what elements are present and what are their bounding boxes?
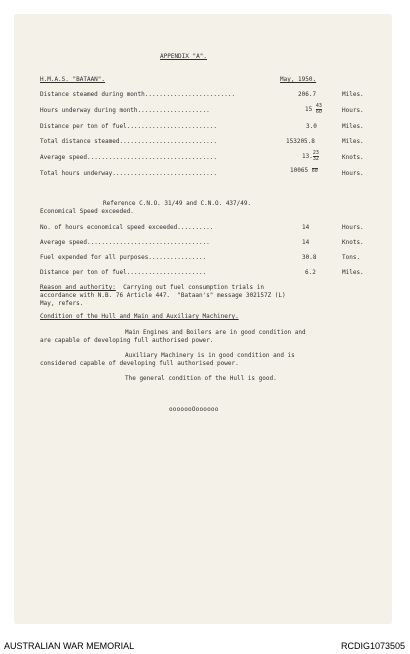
ship-name: H.M.A.S. "BATAAN". xyxy=(40,76,106,83)
stat-value: 13. $\frac{23}{32}$ xyxy=(302,150,319,162)
footer-id: RCDIG1073505 xyxy=(340,641,405,651)
econ-label: Distance per ton of fuel...................... xyxy=(40,269,207,276)
stat-unit: Miles. xyxy=(342,123,364,130)
stat-value: 15 $\frac{43}{60}$ xyxy=(305,103,322,115)
paragraph-2-line-1: Auxiliary Machinery is in good condition and is xyxy=(125,352,295,359)
reason-line-1: Reason and authority: Carrying out fuel consumption trials in xyxy=(40,284,264,291)
econ-label: Average speed.................................. xyxy=(40,239,210,246)
reason-line-3: May, refers. xyxy=(40,300,84,307)
stat-label: Distance per ton of fuel......................... xyxy=(40,123,218,130)
stat-label: Total hours underway............................. xyxy=(40,170,218,177)
reason-line-2: accordance with N.B. 76 Article 447. "Bataan's" message 302157Z (L) xyxy=(40,292,286,299)
stat-label: Distance steamed during month......................... xyxy=(40,91,236,98)
fraction: $\frac{43}{60}$ xyxy=(315,103,322,115)
econ-unit: Miles. xyxy=(342,269,364,276)
paragraph-1-line-2: are capable of developing full authorised power. xyxy=(40,337,214,344)
econ-value: 14 xyxy=(302,224,310,231)
stat-unit: Knots. xyxy=(342,154,364,161)
econ-unit: Knots. xyxy=(342,239,364,246)
econ-label: No. of hours economical speed exceeded.......... xyxy=(40,224,214,231)
reference-line: Reference C.N.O. 31/49 and C.N.O. 437/49. xyxy=(103,200,252,207)
stat-value: 3.0 xyxy=(306,123,317,130)
archive-footer xyxy=(0,637,410,654)
stat-value: 153205.8 xyxy=(286,138,315,145)
econ-unit: Tons. xyxy=(342,254,361,261)
appendix-title: APPENDIX "A". xyxy=(160,53,207,60)
econ-unit: Hours. xyxy=(342,224,364,231)
paragraph-1-line-1: Main Engines and Boilers are in good condition and xyxy=(125,329,306,336)
stat-label: Total distance steamed........................... xyxy=(40,138,218,145)
stat-unit: Hours. xyxy=(342,170,364,177)
econ-value: 14 xyxy=(302,239,310,246)
economical-heading: Economical Speed exceeded. xyxy=(40,208,134,215)
condition-heading: Condition of the Hull and Main and Auxiliary Machinery. xyxy=(40,313,239,320)
footer-source: AUSTRALIAN WAR MEMORIAL xyxy=(4,641,135,651)
stat-value: 10065 60 xyxy=(290,167,318,174)
report-period: May, 1950. xyxy=(280,76,317,83)
fraction: $\frac{23}{32}$ xyxy=(312,150,319,162)
end-mark: ooooooOoooooo xyxy=(169,406,219,413)
stat-unit: Hours. xyxy=(342,107,364,114)
econ-value: 6.2 xyxy=(305,269,316,276)
stat-label: Average speed.................................... xyxy=(40,154,218,161)
econ-label: Fuel expended for all purposes................ xyxy=(40,254,207,261)
document-page xyxy=(15,15,391,623)
stat-value: 206.7 xyxy=(298,91,317,98)
paragraph-3: The general condition of the Hull is good. xyxy=(125,375,277,382)
reason-heading: Reason and authority: xyxy=(40,284,116,291)
stat-unit: Miles. xyxy=(342,91,364,98)
econ-value: 30.8 xyxy=(302,254,317,261)
stat-label: Hours underway during month.................... xyxy=(40,107,210,114)
paragraph-2-line-2: considered capable of developing full authorised power. xyxy=(40,360,239,367)
fraction: 60 xyxy=(311,167,318,174)
stat-unit: Miles. xyxy=(342,138,364,145)
